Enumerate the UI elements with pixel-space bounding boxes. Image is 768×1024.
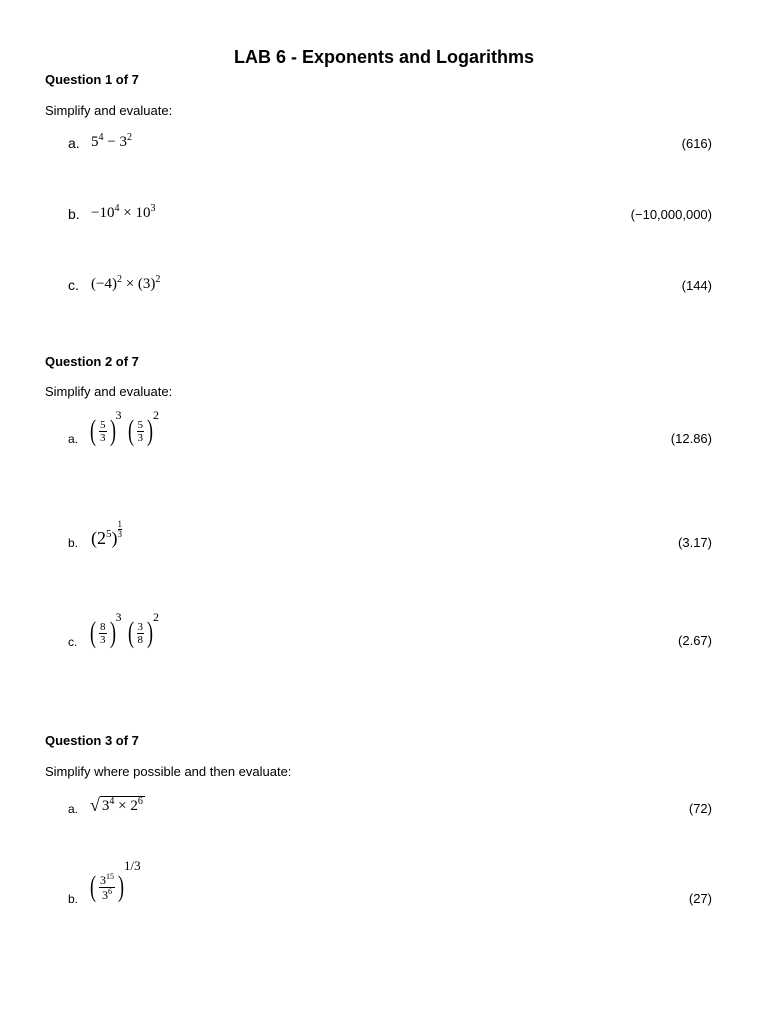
q2-item-a-label: a. <box>68 432 79 446</box>
q2-item-c-expression: ( $\frac{8}{3}$ ) $^3$ ( $\frac{3}{8}$ ) $^2$ <box>90 610 159 649</box>
q2-item-b-answer: (3.17) <box>678 535 712 550</box>
q1-item-a-answer: (616) <box>681 136 712 151</box>
q2-item-b-label: b. <box>68 536 79 550</box>
q3-item-a-expression: √ $3^4 \times 2^6$ <box>90 795 143 815</box>
q2-item-c-answer: (2.67) <box>678 633 712 648</box>
q2-item-a-answer: (12.86) <box>670 431 712 446</box>
q2-item-c-label: c. <box>68 635 78 649</box>
q1-item-b-label: b. <box>68 206 80 222</box>
q3-item-a-answer: (72) <box>688 801 712 816</box>
q1-item-b-expression: $-10^4 \times 10^3$ <box>91 203 156 221</box>
question-3-header: Question 3 of 7 <box>45 733 139 748</box>
question-1-instruction: Simplify and evaluate: <box>45 103 173 118</box>
q3-item-a-label: a. <box>68 802 79 816</box>
sqrt-icon: √ <box>90 795 100 815</box>
q1-item-b-answer: (−10,000,000) <box>630 207 712 222</box>
page-title: LAB 6 - Exponents and Logarithms <box>233 47 535 67</box>
q2-item-a-expression: ( $\frac{5}{3}$ ) $^3$ ( $\frac{5}{3}$ ) $^2$ <box>90 408 159 447</box>
question-1-header: Question 1 of 7 <box>45 72 139 87</box>
q3-item-b-answer: (27) <box>688 891 712 906</box>
q1-item-c-label: c. <box>68 277 79 293</box>
question-3-instruction: Simplify where possible and then evaluate: <box>45 764 292 779</box>
q1-item-a-label: a. <box>68 135 80 151</box>
q3-item-b-label: b. <box>68 892 79 906</box>
question-2-instruction: Simplify and evaluate: <box>45 384 173 399</box>
q1-item-c-answer: (144) <box>681 278 712 293</box>
question-2-header: Question 2 of 7 <box>45 354 139 369</box>
q2-item-b-expression: $(2^5)$ $\frac{1}{3}$ <box>91 519 122 548</box>
q1-item-a-expression: $5^4 - 3^2$ <box>91 132 132 150</box>
q3-item-b-expression: ( $\frac{3^{15}}{3^6}$ ) 1/3 <box>90 858 141 903</box>
q1-item-c-expression: $(-4)^2 \times (3)^2$ <box>91 274 161 292</box>
